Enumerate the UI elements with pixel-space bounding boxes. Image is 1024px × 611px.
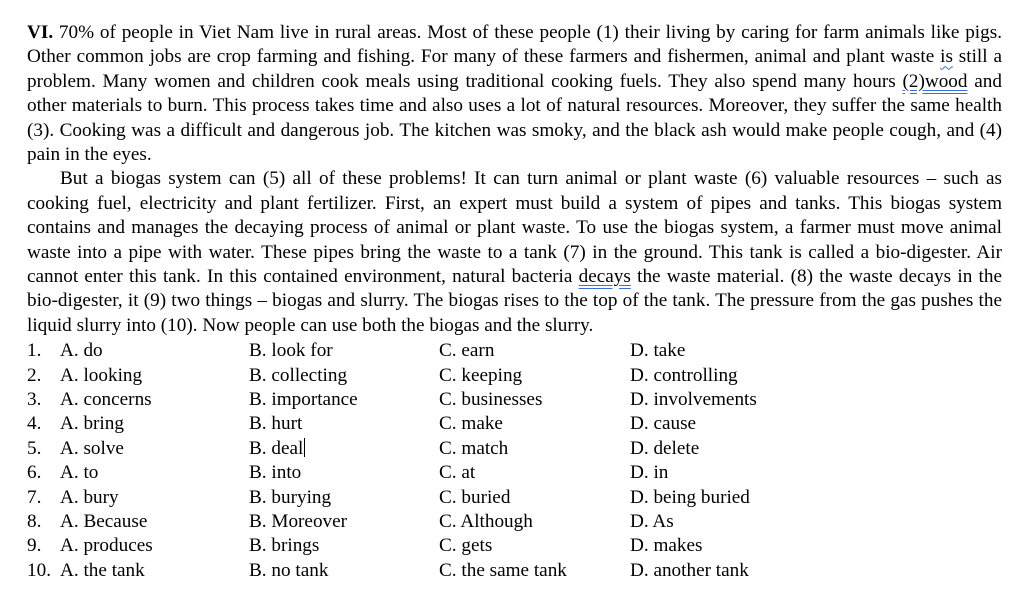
option-a[interactable]: A. Because [60,511,148,533]
option-row [27,510,1002,534]
option-row [27,461,1002,485]
option-b[interactable]: B. importance [249,389,358,411]
grammar-flag-is[interactable]: is [940,46,953,68]
option-d[interactable]: D. As [630,511,674,533]
option-row [27,486,1002,510]
option-d[interactable]: D. makes [630,535,703,557]
grammar-flag-decays[interactable]: decays [578,266,631,288]
option-d[interactable]: D. controlling [630,364,738,386]
option-d[interactable]: D. delete [630,437,700,459]
option-a[interactable]: A. the tank [60,559,145,581]
passage-paragraph-2: But a biogas system can (5) all of these problems! It can turn animal or plant waste (6) valuable resources – such as cooking fuel, electricity and plant fertilizer. First, an expert must build a system of pipes and tanks. This biogas system contains and manages the decaying process of animal or plant waste. To use the biogas system, a farmer must move animal waste into a pipe with water. These pipes bring the waste to a tank (7) in the ground. This tank is called a bio-digester. Air cannot enter this tank. In this contained environment, natural bacteria decays the waste material. (8) the waste decays in the bio-digester, it (9) two things – biogas and slurry. The biogas rises to the top of the tank. The pressure from the gas pushes the liquid slurry into (10). Now people can use both the biogas and the slurry. [27,168,1002,336]
option-d[interactable]: D. another tank [630,559,749,581]
answer-options [27,339,1002,583]
option-d[interactable]: D. being buried [630,486,750,508]
option-c[interactable]: C. at [439,462,476,484]
question-number: 9. [27,535,42,557]
option-c[interactable]: C. make [439,413,503,435]
question-number: 2. [27,364,42,386]
option-b[interactable]: B. look for [249,340,333,362]
option-b[interactable]: B. no tank [249,559,329,581]
option-b[interactable]: B. Moreover [249,511,348,533]
option-a[interactable]: A. looking [60,364,143,386]
option-c[interactable]: C. match [439,437,509,459]
option-d[interactable]: D. in [630,462,669,484]
option-c[interactable]: C. keeping [439,364,523,386]
question-number: 8. [27,511,42,533]
option-a[interactable]: A. to [60,462,99,484]
option-b[interactable]: B. burying [249,486,332,508]
question-number: 7. [27,486,42,508]
option-a[interactable]: A. bury [60,486,119,508]
option-a[interactable]: A. do [60,340,103,362]
exercise-label: VI. [27,22,54,43]
question-number: 1. [27,340,42,362]
option-b[interactable]: B. into [249,462,302,484]
question-number: 3. [27,389,42,411]
option-a[interactable]: A. bring [60,413,124,435]
question-number: 5. [27,437,42,459]
option-a[interactable]: A. produces [60,535,153,557]
option-d[interactable]: D. cause [630,413,697,435]
option-c[interactable]: C. the same tank [439,559,567,581]
option-row [27,364,1002,388]
option-b[interactable]: B. brings [249,535,320,557]
option-c[interactable]: C. businesses [439,389,543,411]
option-b[interactable]: B. collecting [249,364,348,386]
option-a[interactable]: A. solve [60,437,124,459]
option-c[interactable]: C. gets [439,535,493,557]
option-d[interactable]: D. take [630,340,686,362]
option-c[interactable]: C. earn [439,340,495,362]
question-number: 10. [27,559,51,581]
option-row [27,559,1002,583]
text-cursor [304,438,305,457]
option-b[interactable]: B. deal [249,437,304,459]
grammar-flag-wood[interactable]: (2)wood [902,70,968,92]
question-number: 6. [27,462,42,484]
option-row [27,388,1002,412]
question-number: 4. [27,413,42,435]
option-d[interactable]: D. involvements [630,389,757,411]
option-c[interactable]: C. buried [439,486,511,508]
option-row [27,534,1002,558]
option-c[interactable]: C. Although [439,511,533,533]
option-row [27,412,1002,436]
passage-paragraph-1: VI. 70% of people in Viet Nam live in rural areas. Most of these people (1) their living by caring for farm animals like pigs. Other common jobs are crop farming and fishing. For many of these farmers and fishermen, animal and plant waste is still a problem. Many women and children cook meals using traditional cooking fuels. They also spend many hours (2)wood and other materials to burn. This process takes time and also uses a lot of natural resources. Moreover, they suffer the same health (3). Cooking was a difficult and dangerous job. The kitchen was smoky, and the black ash would make people cough, and (4) pain in the eyes. [27,22,1002,166]
option-a[interactable]: A. concerns [60,389,152,411]
reading-passage [27,21,1002,338]
option-row [27,437,1002,461]
option-row [27,339,1002,363]
option-b[interactable]: B. hurt [249,413,303,435]
